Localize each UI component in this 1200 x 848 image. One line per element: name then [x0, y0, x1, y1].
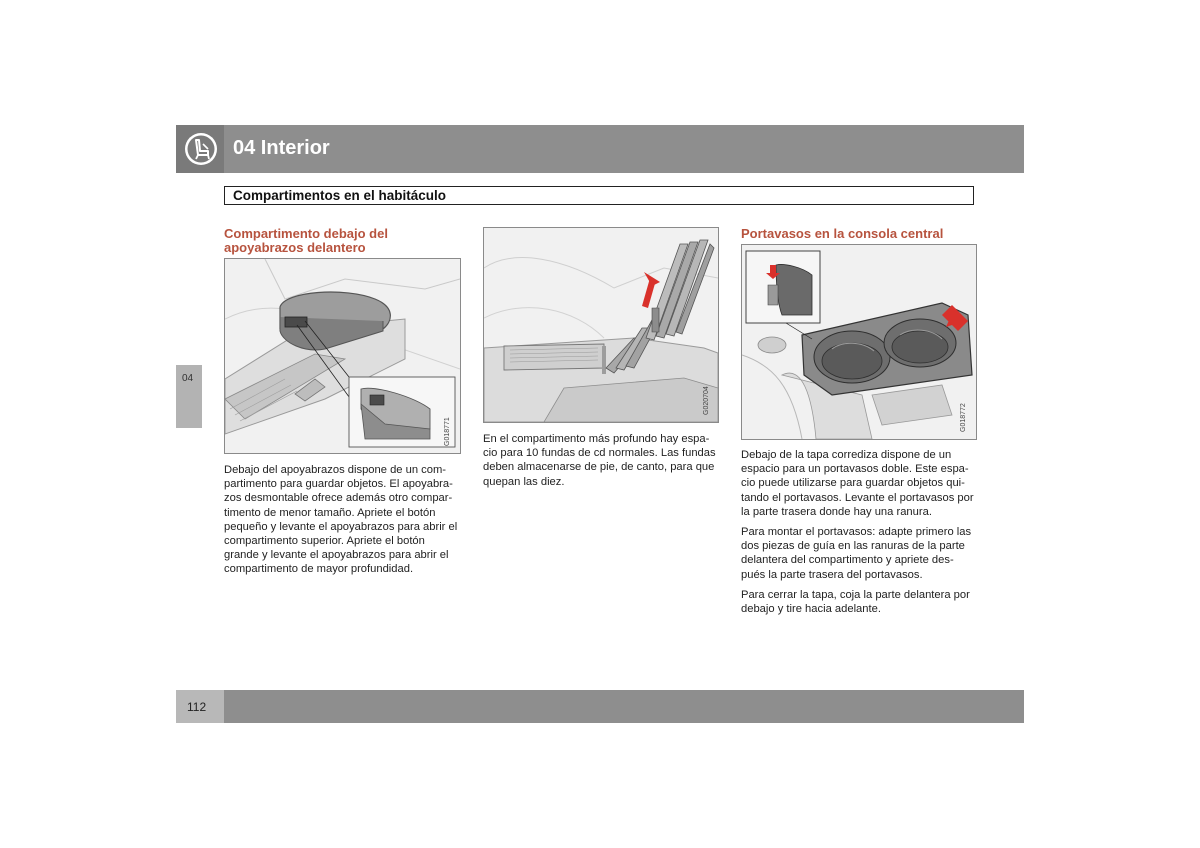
right-body-line: pués la parte trasera del portavasos.	[741, 568, 923, 581]
middle-body-line: cio para 10 fundas de cd normales. Las fundas	[483, 447, 716, 460]
seat-icon	[184, 132, 218, 166]
page-number-box	[176, 690, 224, 723]
right-body-line: la parte trasera donde hay una ranura.	[741, 505, 932, 518]
cd-storage-figure	[483, 227, 719, 423]
left-heading-line2: apoyabrazos delantero	[224, 240, 366, 255]
section-title-box	[224, 186, 974, 205]
right-paragraph-3	[741, 588, 981, 616]
left-body-line: grande y levante el apoyabrazos para abrir el	[224, 549, 449, 562]
armrest-compartment-illustration	[225, 259, 460, 453]
chapter-side-tab	[176, 365, 202, 428]
left-body-line: pequeño y levante el apoyabrazos para abrir el	[224, 520, 458, 533]
chapter-header	[176, 125, 1024, 173]
page-number: 112	[187, 700, 207, 714]
left-body-line: compartimento superior. Apriete el botón	[224, 535, 425, 548]
right-body-line: cio puede utilizarse para guardar objetos qui-	[741, 477, 965, 490]
left-body	[224, 463, 464, 577]
cd-storage-illustration	[484, 228, 718, 422]
middle-figure-code: G020704	[703, 386, 710, 415]
right-body-line: tando el portavasos. Levante el portavasos por	[741, 491, 974, 504]
middle-body-line: quepan las diez.	[483, 475, 565, 488]
right-figure-code: G018772	[960, 403, 967, 432]
side-tab-label: 04	[182, 373, 194, 384]
left-body-line: Debajo del apoyabrazos dispone de un com-	[224, 464, 447, 476]
left-figure-code: G018771	[444, 417, 451, 446]
right-paragraph-2	[741, 525, 981, 582]
right-body-line: espacio para un portavasos doble. Este espa-	[741, 463, 969, 476]
cupholder-figure	[741, 244, 977, 440]
middle-body-line: deben almacenarse de pie, de canto, para que	[483, 461, 715, 474]
right-body-line: Debajo de la tapa corrediza dispone de un	[741, 449, 952, 461]
right-paragraph-1	[741, 448, 981, 519]
left-body-line: partimento para guardar objetos. El apoyabra-	[224, 478, 453, 491]
right-body-line: dos piezas de guía en las ranuras de la parte	[741, 540, 965, 553]
left-heading-line1: Compartimento debajo del	[224, 226, 388, 241]
right-body-line: Para cerrar la tapa, coja la parte delantera por	[741, 588, 970, 601]
right-body-line: delantera del compartimento y apriete des-	[741, 554, 954, 567]
right-body-line: Para montar el portavasos: adapte primero las	[741, 526, 972, 539]
section-title: Compartimentos en el habitáculo	[233, 188, 447, 203]
middle-body-line: En el compartimento más profundo hay espa-	[483, 433, 710, 445]
chapter-icon-box	[176, 125, 224, 173]
cupholder-illustration	[742, 245, 976, 439]
right-body	[741, 448, 981, 622]
left-body-line: timento de menor tamaño. Apriete el botón	[224, 506, 436, 519]
armrest-figure	[224, 258, 461, 454]
left-heading	[224, 227, 388, 255]
right-heading: Portavasos en la consola central	[741, 226, 944, 241]
left-body-line: zos desmontable ofrece además otro compar-	[224, 492, 453, 505]
right-body-line: debajo y tire hacia adelante.	[741, 603, 881, 616]
left-body-line: compartimento de mayor profundidad.	[224, 563, 414, 576]
chapter-title: 04 Interior	[233, 137, 330, 159]
middle-body	[483, 432, 723, 489]
footer-band	[224, 690, 1024, 723]
